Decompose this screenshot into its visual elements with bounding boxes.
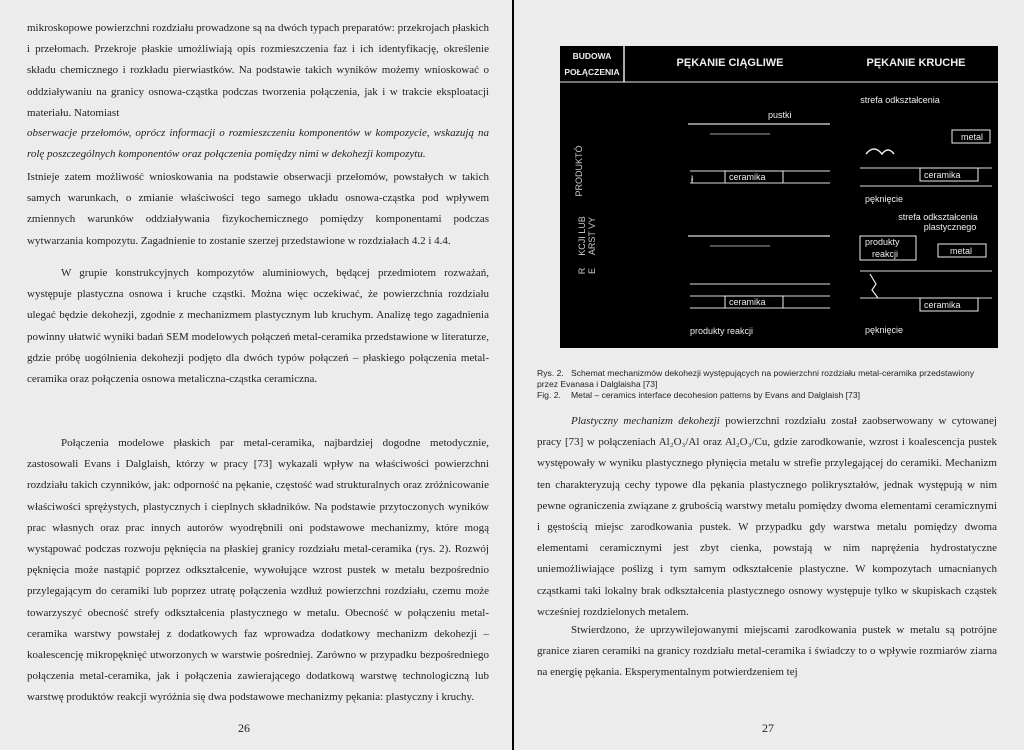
header-budowa: BUDOWA <box>572 51 612 61</box>
left-paragraph-1: mikroskopowe powierzchni rozdziału prowadzone są na dwóch typach preparatów: przekrojach płaskich i przełomach. Przekroje płaskie umożliwiają opis rozmieszczenia faz i ich identyfikację, określenie składu chemicznego i rozkładu pierwiastków. Na podstawie takich wyników możemy wnioskować o oddziaływaniu na granicy osnowa-cząstka podczas tworzenia połączenia, jak i w trakcie eksploatacji materiału. Natomiast <box>27 22 489 119</box>
row-label-arst-vy: ARST VY <box>587 216 597 256</box>
left-paragraph-4: W grupie konstrukcyjnych kompozytów aluminiowych, będącej przedmiotem rozważań, występuje plastyczna osnowa i kruche cząstki. Można więc oczekiwać, że powierzchnia rozdziału ulegać będzie dekohezji, zgodnie z mechanizmem plastycznym lub kruchym. Analizę tego zagadnienia powinny ułatwić wyniki badań SEM modelowych połączeń metal-ceramika przedstawione w literaturze, gdzie próbę uogólnienia dekohezji podjęto dla dwóch typów połączeń – płaskiego połączenia metal-ceramika oraz połączenia osnowa metaliczna-cząstka ceramiczna. <box>27 267 489 386</box>
row-label-kcji-lub: KCJI LUB <box>577 216 587 256</box>
label-ceramika-4: ceramika <box>924 300 961 310</box>
label-plastycznego: plastycznego <box>923 222 977 232</box>
right-page <box>514 0 1024 750</box>
header-polaczenia: POŁĄCZENIA <box>564 67 620 77</box>
label-pustki: pustki <box>768 110 792 120</box>
right-paragraph-1 <box>537 411 997 623</box>
figure-decohesion-schematic <box>560 46 998 348</box>
right-paragraph-1-italic: Plastyczny mechanizm dekohezji <box>571 415 720 427</box>
label-strefa-odksztalcenia-2: strefa odkształcenia <box>898 212 978 222</box>
label-metal-2: metal <box>950 246 973 256</box>
figure-caption-pl: Rys. 2. Schemat mechanizmów dekohezji występujących na powierzchni rozdziału metal-ceramika przedstawiony przez Evanasa i Dalglaisha [73] <box>537 368 975 389</box>
label-produkty-reakcji: produkty reakcji <box>690 326 754 336</box>
row-label-r: R <box>577 267 587 275</box>
row-label-e: E <box>587 267 597 275</box>
label-pekniecie-2: pęknięcie <box>865 325 904 335</box>
label-metal-1: metal <box>961 132 984 142</box>
header-pekanie-kruche: PĘKANIE KRUCHE <box>866 57 966 69</box>
label-produkty: produkty <box>865 237 900 247</box>
left-paragraph-2: obserwacje przełomów, oprócz informacji o rozmieszczeniu komponentów w kompozycie, wskazują na rolę poszczególnych komponentów oraz połączenia pomiędzy nimi w dekohezji kompozytu. <box>27 127 489 161</box>
right-paragraph-2: Stwierdzono, że uprzywilejowanymi miejscami zarodkowania pustek w metalu są potrójne granice ziaren ceramiki na granicy rozdziału metal-ceramika i świadczy to o wpływie rozmiarów ziarna na energię pękania. Eksperymentalnym potwierdzeniem tej <box>537 624 997 679</box>
page-number-right: 27 <box>762 721 774 735</box>
right-paragraph-1-rest: powierzchni rozdziału został zaobserwowany w cytowanej pracy [73] w połączeniach Al₂O₃/Al oraz Al₂O₃/Cu, gdzie zarodkowanie, wzrost i koalescencja pustek występowały w wyniku plastycznego płynięcia metalu w strefie przylegającej do ceramiki. Mechanizm ten charakteryzują cechy typowe dla pękania plastycznego polikryształów, jednak występują w nim pewne ograniczenia związane z grubością warstwy metalu pomiędzy dwoma elementami ceramicznymi i gęstością miejsc zarodkowania pustek. W przypadku gdy warstwa metalu pomiędzy dwoma elementami ceramicznymi jest zbyt cienka, powstają w nim naprężenia hydrostatyczne uniemożliwiające poślizg i tym samym odkształcenie plastyczne. W kompozytach umacnianych cząstkami taki lokalny brak odkształcenia plastycznego osnowy występuje tylko w skupiskach cząstek wcześniej rozdzielonych metalem. <box>537 415 997 618</box>
label-ceramika-1: ceramika <box>729 172 766 182</box>
header-pekanie-ciagliwe: PĘKANIE CIĄGLIWE <box>676 57 784 69</box>
row-label-produkto: PRODUKTÓ <box>574 145 584 197</box>
left-paragraph-3: Istnieje zatem możliwość wnioskowania na podstawie obserwacji przełomów, powstałych w takich samych warunkach, o zmianie właściwości tego samego układu osnowa-cząstka pod wpływem zmiennych warunków oddziaływania fizykochemicznego pomiędzy komponentami podczas wytwarzania kompozytu. Zagadnienie to zostanie szerzej przedstawione w rozdziałach 4.2 i 4.4. <box>27 171 489 247</box>
figure-caption-en: Fig. 2. Metal – ceramics interface decohesion patterns by Evans and Dalglaish [73] <box>537 390 861 400</box>
label-ceramika-2: ceramika <box>924 170 961 180</box>
ductile-mark: ł <box>691 175 694 186</box>
label-reakcji: reakcji <box>872 249 899 259</box>
left-paragraph-5: Połączenia modelowe płaskich par metal-ceramika, najbardziej dogodne metodycznie, zastosowali Evans i Dalglaish, którzy w pracy [73] wykazali wpływ na właściwości powierzchni rozdziału takich czynników, jak: odporność na pękanie, częstość wad strukturalnych oraz zróżnicowanie właściwości sprężystych, plastycznych i cieplnych składników. Na podstawie przytoczonych wyników prac własnych oraz prac innych autorów wyodrębnili oni podstawowe mechanizmy, które mogą wystąpować podczas rozwoju pęknięcia na płaskiej granicy rozdziału metal-ceramika (rys. 2). Rozwój pęknięcia może nastąpić poprzez odkształcenie, wywołujące wzrost pustek w metalu bezpośrednio przylegającym do ceramiki lub poprzez utratę połączenia wzdłuż powierzchni rozdziału, czemu może towarzyszyć obecność strefy odkształcenia plastycznego w metalu. Obecność w połączeniu metal-ceramika warstwy powstałej z dodatkowych faz wprowadza dodatkowy mechanizm dekohezji – koalescencję mikropęknięć utworzonych w warstwie pośredniej. Zarówno w przypadku bezpośredniego połączenia metal-ceramika, jak i połączenia zawierającego dodatkową warstwę technologiczną lub warstwę produktów reakcji wyróżnia się dwa podstawowe mechanizmy pękania: plastyczny i kruchy. <box>27 437 489 704</box>
label-strefa-odksztalcenia-1: strefa odkształcenia <box>860 95 940 105</box>
label-ceramika-3: ceramika <box>729 297 766 307</box>
page-number-left: 26 <box>238 721 250 735</box>
label-pekniecie-1: pęknięcie <box>865 194 904 204</box>
